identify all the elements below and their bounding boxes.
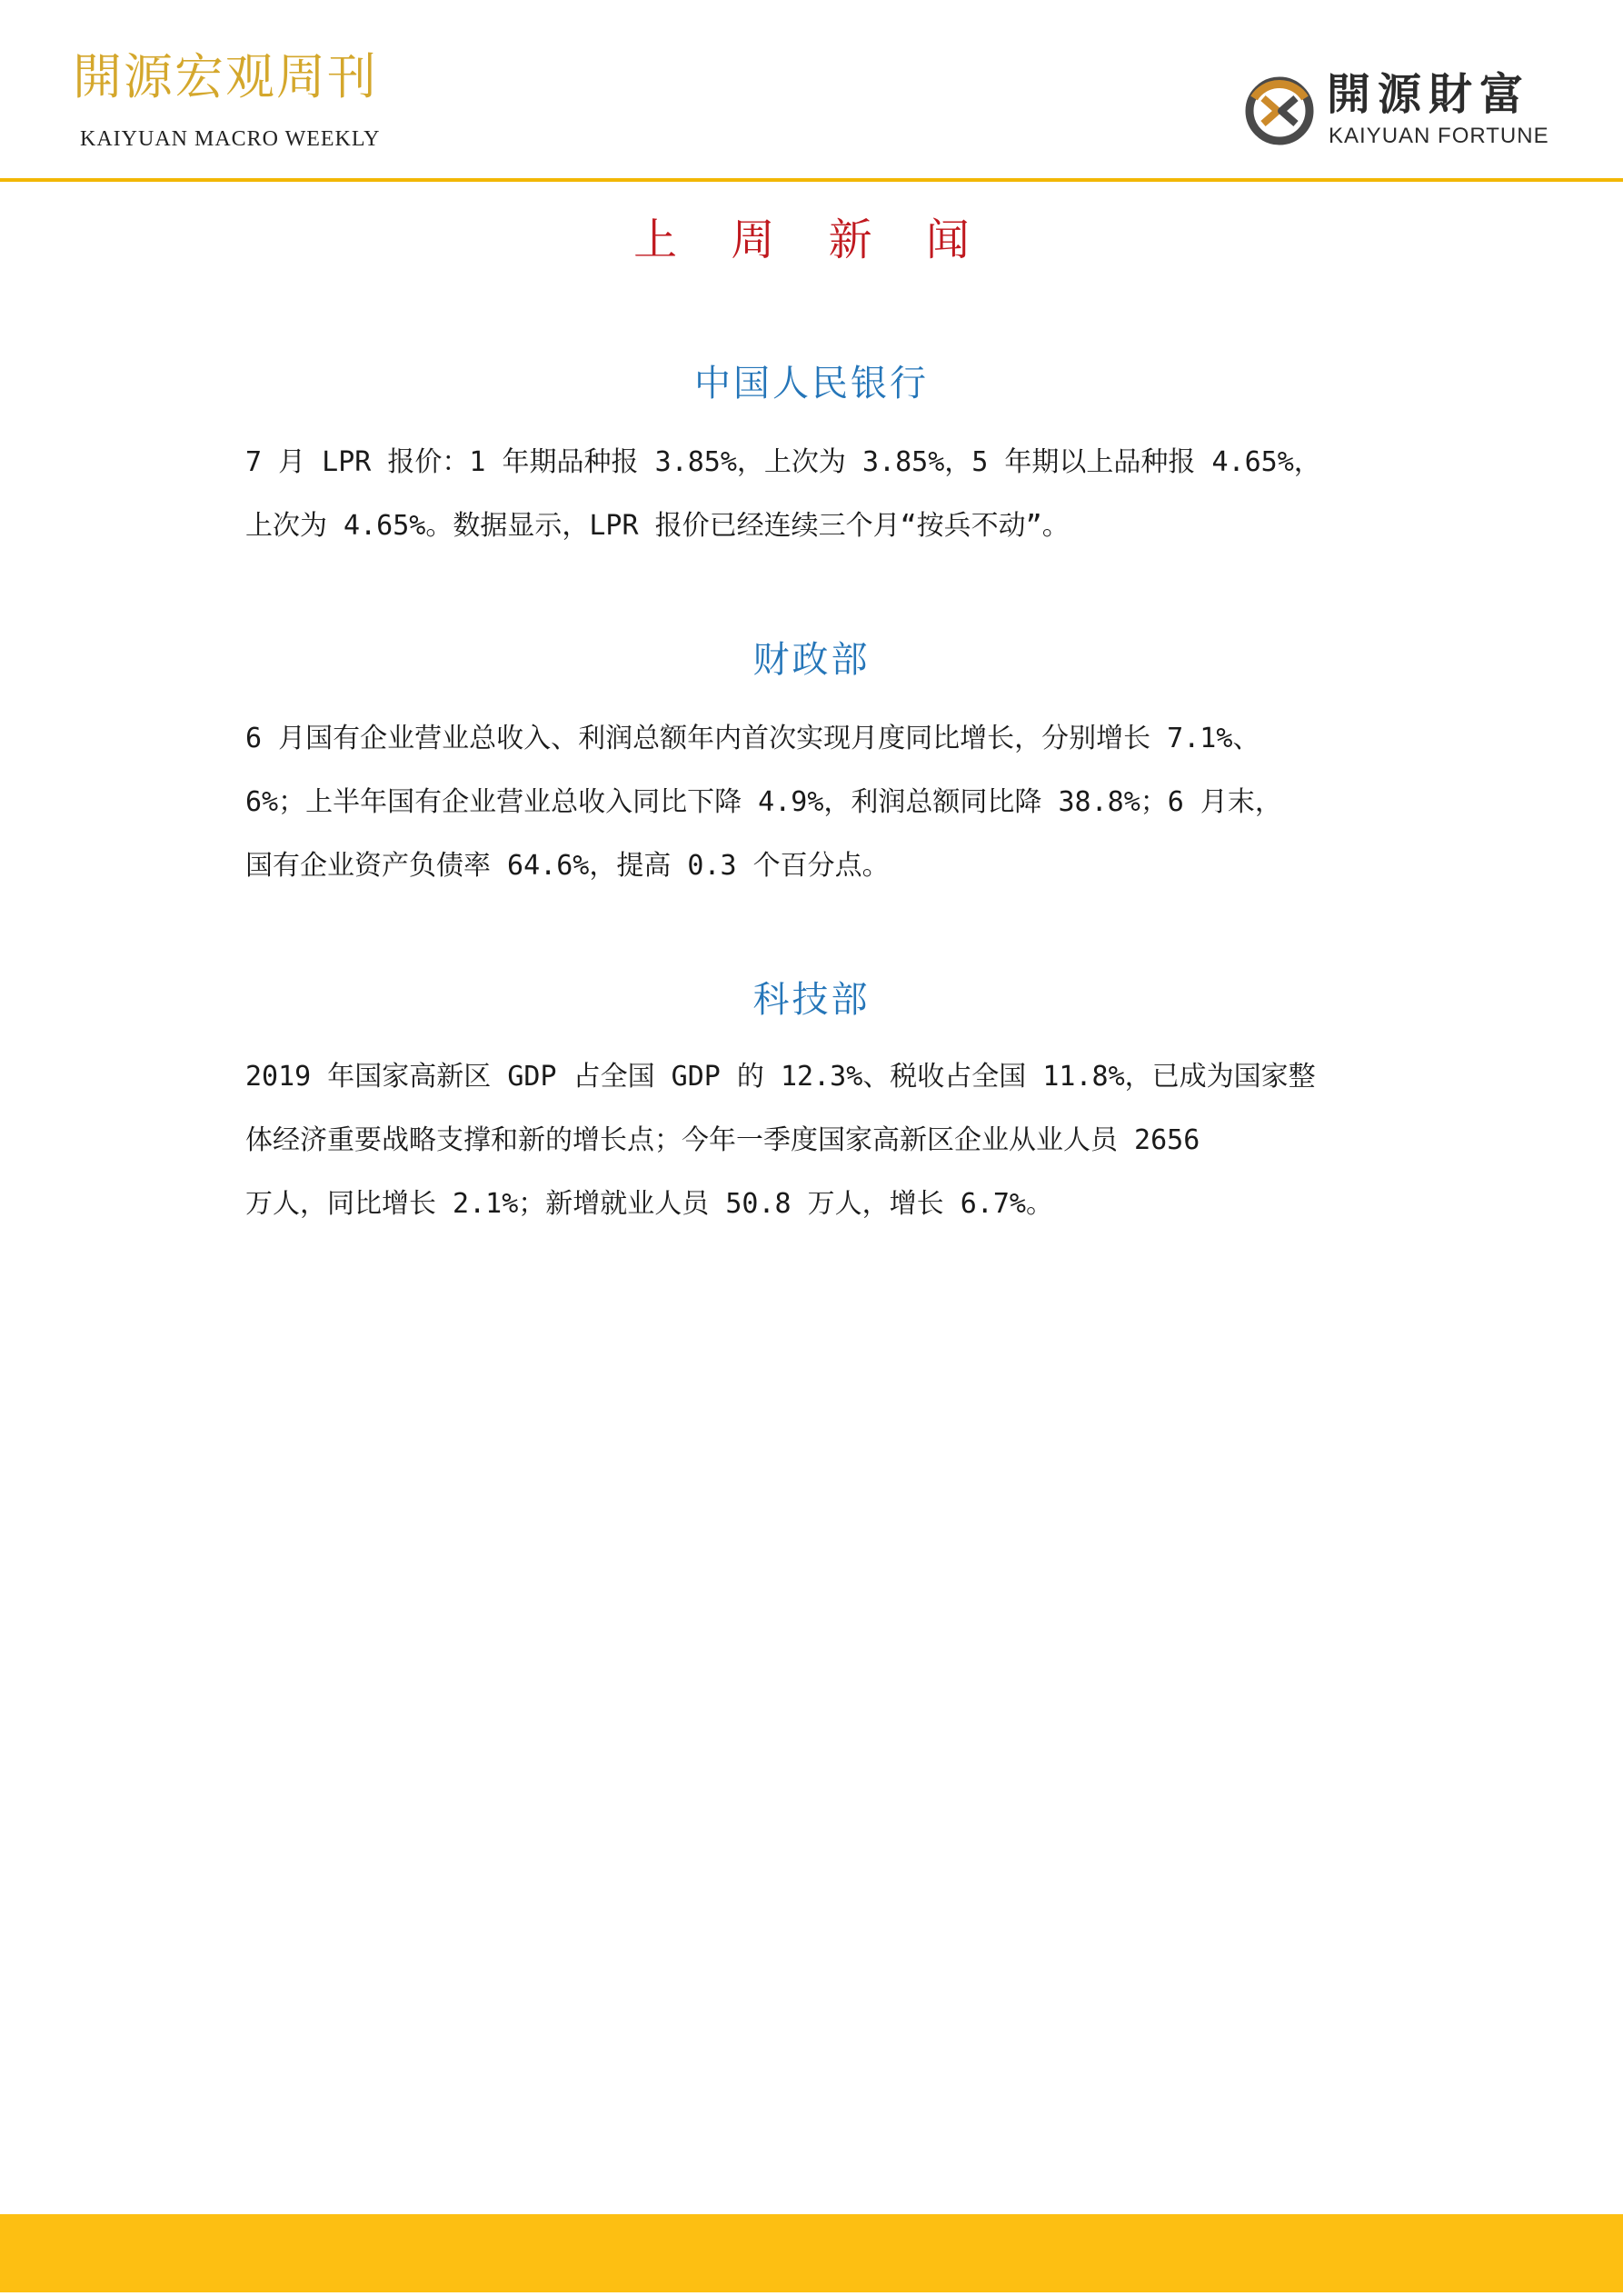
- paragraph-line: 体经济重要战略支撑和新的增长点；今年一季度国家高新区企业从业人员 2656: [245, 1124, 1200, 1156]
- paragraph-line: 7 月 LPR 报价：1 年期品种报 3.85%，上次为 3.85%，5 年期以上品种报 4.65%，: [245, 446, 1321, 478]
- page-heading: 上 周 新 闻: [633, 215, 990, 265]
- publication-title: 開源宏观周刊: [73, 48, 378, 105]
- kaiyuan-logo-icon: [1243, 75, 1316, 147]
- section-body-most: [245, 1045, 1378, 1236]
- header-divider: [0, 178, 1623, 182]
- paragraph-line: 万人，同比增长 2.1%；新增就业人员 50.8 万人，增长 6.7%。: [245, 1188, 1053, 1220]
- logo-english-name: KAIYUAN FORTUNE: [1329, 124, 1549, 148]
- section-title-most: 科技部: [752, 979, 871, 1021]
- section-title-pboc: 中国人民银行: [694, 363, 929, 404]
- section-body-mof: [245, 707, 1378, 898]
- paragraph-line: 6%；上半年国有企业营业总收入同比下降 4.9%，利润总额同比降 38.8%；6 月末，: [245, 786, 1282, 818]
- paragraph-line: 6 月国有企业营业总收入、利润总额年内首次实现月度同比增长，分别增长 7.1%、: [245, 723, 1260, 754]
- publication-subtitle: KAIYUAN MACRO WEEKLY: [80, 127, 381, 151]
- section-body-pboc: [245, 431, 1378, 558]
- paragraph-line: 国有企业资产负债率 64.6%，提高 0.3 个百分点。: [245, 850, 890, 882]
- page-header: [0, 0, 1623, 180]
- kaiyuan-fortune-logo: [1243, 71, 1561, 153]
- paragraph-line: 上次为 4.65%。数据显示，LPR 报价已经连续三个月“按兵不动”。: [245, 510, 1070, 542]
- footer-bar: [0, 2214, 1623, 2292]
- logo-chinese-name: 開源財富: [1327, 69, 1531, 120]
- section-title-mof: 财政部: [752, 639, 871, 681]
- paragraph-line: 2019 年国家高新区 GDP 占全国 GDP 的 12.3%、税收占全国 11.8%，已成为国家整: [245, 1061, 1316, 1093]
